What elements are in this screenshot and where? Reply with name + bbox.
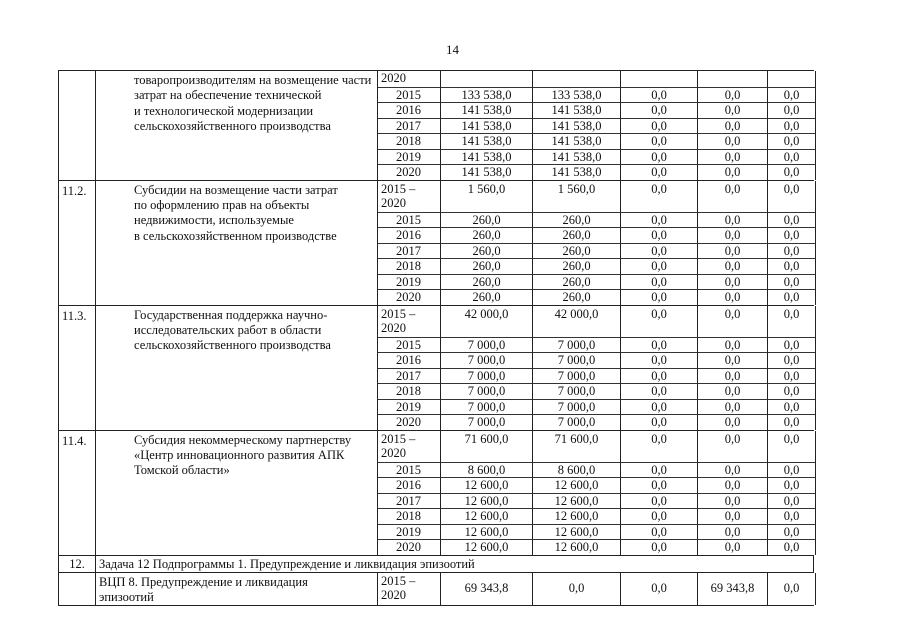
value-cell: 0,0 bbox=[698, 352, 767, 368]
value-cell: 7 000,0 bbox=[441, 399, 532, 415]
value-cell: 0,0 bbox=[698, 227, 767, 243]
value-cell: 7 000,0 bbox=[441, 337, 532, 353]
year-cell: 2015 – 2020 bbox=[381, 306, 416, 335]
value-cell: 12 600,0 bbox=[533, 508, 620, 524]
program-table bbox=[58, 70, 814, 606]
value-cell: 0,0 bbox=[768, 102, 815, 118]
value-cell: 0,0 bbox=[621, 462, 697, 478]
task-row bbox=[58, 555, 814, 572]
value-cell: 0,0 bbox=[768, 368, 815, 384]
year-cell: 2020 bbox=[378, 289, 440, 305]
value-cell: 0,0 bbox=[724, 431, 741, 446]
value-cell: 260,0 bbox=[533, 227, 620, 243]
value-cell: 12 600,0 bbox=[533, 539, 620, 555]
value-column bbox=[440, 573, 532, 606]
value-cell: 7 000,0 bbox=[533, 368, 620, 384]
value-cell: 0,0 bbox=[768, 477, 815, 493]
value-column bbox=[620, 573, 697, 606]
value-cell: 0,0 bbox=[768, 414, 815, 430]
value-cell: 0,0 bbox=[651, 306, 667, 321]
value-cell: 0,0 bbox=[698, 462, 767, 478]
years-column bbox=[377, 71, 440, 180]
value-cell: 12 600,0 bbox=[533, 524, 620, 540]
value-cell: 0,0 bbox=[621, 258, 697, 274]
value-cell: 0,0 bbox=[768, 337, 815, 353]
year-cell: 2018 bbox=[378, 133, 440, 149]
value-cell: 0,0 bbox=[768, 212, 815, 228]
value-cell: 141 538,0 bbox=[441, 118, 532, 134]
year-cell: 2015 – 2020 bbox=[381, 573, 416, 602]
value-cell: 0,0 bbox=[621, 508, 697, 524]
value-cell: 0,0 bbox=[698, 87, 767, 103]
value-cell: 7 000,0 bbox=[441, 352, 532, 368]
value-column bbox=[440, 306, 532, 430]
year-cell: 2020 bbox=[378, 164, 440, 180]
value-cell bbox=[698, 71, 767, 87]
value-cell: 0,0 bbox=[621, 337, 697, 353]
value-cell: 8 600,0 bbox=[441, 462, 532, 478]
value-column bbox=[767, 71, 816, 180]
value-column bbox=[440, 431, 532, 555]
value-cell: 12 600,0 bbox=[441, 508, 532, 524]
value-cell: 0,0 bbox=[621, 414, 697, 430]
row-name: товаропроизводителям на возмещение части затрат на обеспечение технической и технологической модернизации сельскохозяйственного производства bbox=[95, 71, 377, 180]
year-cell: 2017 bbox=[378, 243, 440, 259]
value-cell: 69 343,8 bbox=[464, 580, 509, 595]
value-cell: 69 343,8 bbox=[710, 580, 755, 595]
value-cell: 0,0 bbox=[698, 539, 767, 555]
value-cell: 0,0 bbox=[621, 118, 697, 134]
value-cell: 0,0 bbox=[698, 164, 767, 180]
value-cell: 141 538,0 bbox=[533, 118, 620, 134]
value-cell: 0,0 bbox=[698, 274, 767, 290]
value-cell bbox=[533, 71, 620, 87]
year-cell: 2015 – 2020 bbox=[381, 181, 416, 210]
value-cell: 141 538,0 bbox=[441, 149, 532, 165]
value-cell: 0,0 bbox=[698, 383, 767, 399]
year-cell: 2019 bbox=[378, 274, 440, 290]
value-cell: 0,0 bbox=[621, 87, 697, 103]
value-cell: 42 000,0 bbox=[554, 306, 599, 321]
value-column bbox=[697, 431, 767, 555]
value-cell: 0,0 bbox=[768, 258, 815, 274]
value-column bbox=[532, 431, 620, 555]
value-cell: 0,0 bbox=[698, 508, 767, 524]
value-cell: 0,0 bbox=[621, 274, 697, 290]
year-cell: 2018 bbox=[378, 258, 440, 274]
task-number: 12. bbox=[58, 556, 95, 572]
value-cell: 0,0 bbox=[698, 212, 767, 228]
value-column bbox=[620, 431, 697, 555]
table-row bbox=[58, 70, 814, 180]
value-cell: 7 000,0 bbox=[441, 368, 532, 384]
value-column bbox=[697, 71, 767, 180]
value-cell: 0,0 bbox=[698, 133, 767, 149]
value-cell bbox=[768, 71, 815, 87]
value-column bbox=[532, 71, 620, 180]
value-cell: 0,0 bbox=[768, 227, 815, 243]
years-column bbox=[377, 306, 440, 430]
year-cell: 2020 bbox=[378, 539, 440, 555]
year-cell: 2016 bbox=[378, 352, 440, 368]
value-cell: 0,0 bbox=[783, 181, 800, 196]
value-cell: 260,0 bbox=[533, 212, 620, 228]
year-cell: 2015 bbox=[378, 337, 440, 353]
value-cell: 7 000,0 bbox=[441, 383, 532, 399]
value-cell: 0,0 bbox=[621, 352, 697, 368]
value-cell: 260,0 bbox=[441, 274, 532, 290]
value-cell: 133 538,0 bbox=[441, 87, 532, 103]
value-cell: 0,0 bbox=[621, 368, 697, 384]
value-cell: 0,0 bbox=[621, 524, 697, 540]
value-cell: 0,0 bbox=[621, 539, 697, 555]
value-cell: 0,0 bbox=[698, 368, 767, 384]
row-name: Государственная поддержка научно- исследовательских работ в области сельскохозяйственного производства bbox=[95, 306, 377, 430]
value-cell: 0,0 bbox=[698, 243, 767, 259]
value-cell: 0,0 bbox=[621, 227, 697, 243]
year-cell: 2015 – 2020 bbox=[381, 431, 416, 460]
value-column bbox=[532, 573, 620, 606]
value-column bbox=[440, 181, 532, 305]
row-name: Субсидии на возмещение части затрат по оформлению прав на объекты недвижимости, используемые в сельскохозяйственном производстве bbox=[95, 181, 377, 305]
value-cell: 7 000,0 bbox=[533, 383, 620, 399]
value-cell: 12 600,0 bbox=[441, 493, 532, 509]
value-column bbox=[620, 306, 697, 430]
value-cell: 0,0 bbox=[621, 212, 697, 228]
year-cell: 2019 bbox=[378, 524, 440, 540]
value-column bbox=[620, 71, 697, 180]
year-cell: 2017 bbox=[378, 493, 440, 509]
value-cell: 0,0 bbox=[698, 414, 767, 430]
value-cell: 12 600,0 bbox=[441, 477, 532, 493]
value-cell bbox=[441, 71, 532, 87]
value-cell: 0,0 bbox=[768, 493, 815, 509]
value-cell: 0,0 bbox=[698, 118, 767, 134]
value-cell: 0,0 bbox=[768, 87, 815, 103]
value-cell: 7 000,0 bbox=[533, 399, 620, 415]
value-column bbox=[620, 181, 697, 305]
value-cell: 0,0 bbox=[768, 289, 815, 305]
value-cell: 260,0 bbox=[441, 289, 532, 305]
value-cell: 0,0 bbox=[621, 164, 697, 180]
value-cell: 71 600,0 bbox=[554, 431, 599, 446]
row-number: 11.2. bbox=[58, 181, 95, 305]
value-cell: 0,0 bbox=[768, 383, 815, 399]
table-row bbox=[58, 572, 814, 607]
value-cell: 0,0 bbox=[768, 352, 815, 368]
years-column bbox=[377, 573, 440, 606]
value-cell: 141 538,0 bbox=[441, 164, 532, 180]
value-cell: 0,0 bbox=[698, 337, 767, 353]
row-name: Субсидия некоммерческому партнерству «Центр инновационного развития АПК Томской области» bbox=[95, 431, 377, 555]
row-name: ВЦП 8. Предупреждение и ликвидация эпизоотий bbox=[95, 573, 377, 606]
value-cell: 0,0 bbox=[768, 118, 815, 134]
value-cell: 0,0 bbox=[698, 493, 767, 509]
value-cell: 0,0 bbox=[698, 399, 767, 415]
value-cell: 0,0 bbox=[768, 524, 815, 540]
value-cell: 0,0 bbox=[724, 181, 741, 196]
value-column bbox=[532, 181, 620, 305]
value-cell: 1 560,0 bbox=[467, 181, 506, 196]
row-number: 11.4. bbox=[58, 431, 95, 555]
value-cell: 260,0 bbox=[441, 243, 532, 259]
year-cell: 2016 bbox=[378, 102, 440, 118]
value-cell: 0,0 bbox=[783, 431, 800, 446]
value-cell: 133 538,0 bbox=[533, 87, 620, 103]
value-column bbox=[767, 306, 816, 430]
value-cell: 141 538,0 bbox=[533, 133, 620, 149]
value-cell: 0,0 bbox=[698, 149, 767, 165]
value-cell: 0,0 bbox=[768, 133, 815, 149]
year-cell: 2015 bbox=[378, 462, 440, 478]
year-cell: 2016 bbox=[378, 477, 440, 493]
years-column bbox=[377, 181, 440, 305]
value-cell: 12 600,0 bbox=[533, 493, 620, 509]
value-cell: 0,0 bbox=[768, 539, 815, 555]
years-column bbox=[377, 431, 440, 555]
year-cell: 2020 bbox=[378, 414, 440, 430]
value-cell: 0,0 bbox=[698, 524, 767, 540]
row-number: 11.3. bbox=[58, 306, 95, 430]
value-cell: 0,0 bbox=[783, 306, 800, 321]
value-cell: 141 538,0 bbox=[533, 102, 620, 118]
value-column bbox=[697, 181, 767, 305]
value-cell: 0,0 bbox=[621, 493, 697, 509]
value-cell: 12 600,0 bbox=[441, 524, 532, 540]
value-cell: 260,0 bbox=[533, 258, 620, 274]
year-cell: 2019 bbox=[378, 149, 440, 165]
value-cell: 0,0 bbox=[768, 274, 815, 290]
value-cell: 0,0 bbox=[651, 181, 667, 196]
value-cell: 260,0 bbox=[533, 289, 620, 305]
value-cell bbox=[621, 71, 697, 87]
value-cell: 141 538,0 bbox=[533, 149, 620, 165]
value-cell: 12 600,0 bbox=[533, 477, 620, 493]
value-cell: 71 600,0 bbox=[464, 431, 509, 446]
value-cell: 7 000,0 bbox=[533, 337, 620, 353]
value-column bbox=[767, 431, 816, 555]
year-cell: 2018 bbox=[378, 383, 440, 399]
value-cell: 0,0 bbox=[621, 243, 697, 259]
year-cell: 2015 bbox=[378, 87, 440, 103]
value-cell: 0,0 bbox=[724, 306, 741, 321]
value-cell: 42 000,0 bbox=[464, 306, 509, 321]
row-number bbox=[58, 573, 95, 606]
value-cell: 7 000,0 bbox=[533, 352, 620, 368]
table-row bbox=[58, 305, 814, 430]
value-cell: 0,0 bbox=[621, 477, 697, 493]
value-cell: 0,0 bbox=[768, 164, 815, 180]
value-cell: 1 560,0 bbox=[557, 181, 596, 196]
value-cell: 260,0 bbox=[441, 227, 532, 243]
value-cell: 260,0 bbox=[533, 243, 620, 259]
value-column bbox=[767, 181, 816, 305]
value-cell: 0,0 bbox=[768, 399, 815, 415]
value-cell: 141 538,0 bbox=[441, 133, 532, 149]
value-cell: 7 000,0 bbox=[441, 414, 532, 430]
value-cell: 0,0 bbox=[621, 383, 697, 399]
value-column bbox=[767, 573, 816, 606]
value-column bbox=[697, 306, 767, 430]
value-cell: 0,0 bbox=[698, 289, 767, 305]
year-cell: 2019 bbox=[378, 399, 440, 415]
value-cell: 0,0 bbox=[651, 431, 667, 446]
value-cell: 260,0 bbox=[533, 274, 620, 290]
value-cell: 0,0 bbox=[621, 133, 697, 149]
value-cell: 0,0 bbox=[698, 258, 767, 274]
row-number bbox=[58, 71, 95, 180]
value-cell: 260,0 bbox=[441, 258, 532, 274]
value-cell: 141 538,0 bbox=[533, 164, 620, 180]
value-column bbox=[697, 573, 767, 606]
value-cell: 0,0 bbox=[651, 580, 667, 595]
value-cell: 141 538,0 bbox=[441, 102, 532, 118]
value-cell: 0,0 bbox=[568, 580, 585, 595]
value-column bbox=[440, 71, 532, 180]
value-cell: 0,0 bbox=[783, 580, 800, 595]
table-row bbox=[58, 430, 814, 555]
value-cell: 0,0 bbox=[621, 399, 697, 415]
page-number: 14 bbox=[446, 42, 459, 57]
value-cell: 260,0 bbox=[441, 212, 532, 228]
value-cell: 0,0 bbox=[768, 462, 815, 478]
value-cell: 0,0 bbox=[621, 102, 697, 118]
value-cell: 0,0 bbox=[621, 149, 697, 165]
value-cell: 0,0 bbox=[621, 289, 697, 305]
value-cell: 0,0 bbox=[768, 508, 815, 524]
value-cell: 8 600,0 bbox=[533, 462, 620, 478]
value-column bbox=[532, 306, 620, 430]
year-cell: 2017 bbox=[378, 118, 440, 134]
task-title: Задача 12 Подпрограммы 1. Предупреждение и ликвидация эпизоотий bbox=[95, 556, 814, 572]
table-row bbox=[58, 180, 814, 305]
value-cell: 0,0 bbox=[768, 149, 815, 165]
value-cell: 12 600,0 bbox=[441, 539, 532, 555]
value-cell: 7 000,0 bbox=[533, 414, 620, 430]
year-cell: 2016 bbox=[378, 227, 440, 243]
year-cell: 2015 bbox=[378, 212, 440, 228]
year-cell: 2017 bbox=[378, 368, 440, 384]
value-cell: 0,0 bbox=[698, 477, 767, 493]
value-cell: 0,0 bbox=[698, 102, 767, 118]
value-cell: 0,0 bbox=[768, 243, 815, 259]
year-cell: 2020 bbox=[381, 71, 406, 85]
year-cell: 2018 bbox=[378, 508, 440, 524]
